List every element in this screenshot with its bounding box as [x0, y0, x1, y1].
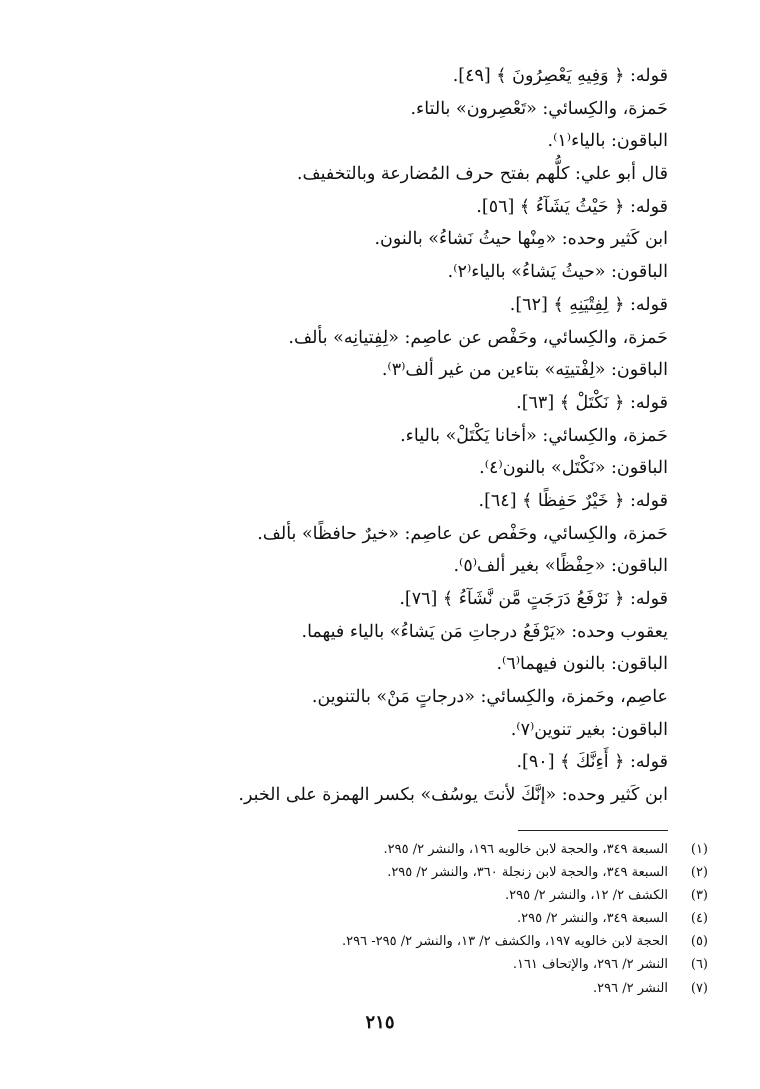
- footnote: [288, 861, 708, 884]
- footnote: [288, 838, 708, 861]
- footnote-text: السبعة ٣٤٩، والحجة لابن زنجلة ٣٦٠، والنشر ٢/ ٢٩٥.: [387, 865, 668, 881]
- text-line: الباقون: «نَكْتَل» بالنون⁽٤⁾.: [479, 458, 668, 479]
- footnote-number: (٣): [690, 888, 708, 904]
- footnote-text: النشر ٢/ ٢٩٦، والإتحاف ١٦١.: [512, 957, 668, 973]
- footnote-number: (١): [690, 842, 708, 857]
- text-line: قوله: ﴿ خَيْرٌ حَفِظًا ﴾ [٦٤].: [478, 490, 668, 511]
- footnote: [288, 930, 708, 953]
- footnote-number: (٦): [690, 957, 708, 973]
- text-line: ابن كَثير وحده: «إنَّكَ لأنتَ يوسُف» بكسر الهمزة على الخبر.: [238, 785, 668, 806]
- footnote: [288, 884, 708, 907]
- text-line: قوله: ﴿ لِفِتْيَنِهِ ﴾ [٦٢].: [509, 294, 668, 315]
- footnote: [288, 907, 708, 930]
- text-line: حَمزة، والكِسائي: «تَعْصِرون» بالتاء.: [410, 98, 668, 119]
- text-line: ابن كَثير وحده: «مِنْها حيثُ نَشاءُ» بالنون.: [374, 229, 668, 250]
- footnote-text: السبعة ٣٤٩، والنشر ٢/ ٢٩٥.: [516, 911, 668, 927]
- main-text: [238, 60, 668, 812]
- text-line: الباقون: «حِفْظًا» بغير ألف⁽٥⁾.: [453, 556, 668, 577]
- text-line: حَمزة، والكِسائي: «أخانا يَكْتَلْ» بالياء.: [400, 425, 668, 446]
- text-line: الباقون: «لِفْتيتِه» بتاءين من غير ألف⁽٣⁾.: [381, 360, 668, 381]
- text-line: حَمزة، والكِسائي، وحَفْص عن عاصِم: «خيرٌ حافظًا» بألف.: [257, 523, 668, 544]
- text-line: قال أبو علي: كلُّهم بفتح حرف المُضارعة وبالتخفيف.: [296, 164, 668, 185]
- text-line: الباقون: «حيثُ يَشاءُ» بالياء⁽٢⁾.: [447, 262, 668, 283]
- text-line: قوله: ﴿ نَكْتَلْ ﴾ [٦٣].: [516, 392, 668, 413]
- footnotes: [288, 838, 708, 1000]
- text-line: قوله: ﴿ حَيْثُ يَشَآءُ ﴾ [٥٦].: [476, 196, 668, 217]
- text-line: يعقوب وحده: «يَرْفَعُ درجاتِ مَن يَشاءُ» بالياء فيهما.: [301, 621, 668, 642]
- footnote-number: (٢): [690, 865, 708, 881]
- text-line: قوله: ﴿ نَرْفَعُ دَرَجَتٍ مَّن نَّشَآءُ ﴾ [٧٦].: [399, 589, 668, 609]
- text-line: حَمزة، والكِسائي، وحَفْص عن عاصِم: «لِفِتيانِه» بألف.: [288, 327, 668, 348]
- footnote-text: الحجة لابن خالويه ١٩٧، والكشف ٢/ ١٣، والنشر ٢/ ٢٩٥- ٢٩٦.: [342, 934, 668, 950]
- footnote-separator: [518, 830, 668, 831]
- footnote-number: (٥): [690, 934, 708, 950]
- footnote-text: السبعة ٣٤٩، والحجة لابن خالويه ١٩٦، والنشر ٢/ ٢٩٥.: [383, 842, 668, 857]
- footnote-text: الكشف ٢/ ١٢، والنشر ٢/ ٢٩٥.: [504, 888, 668, 904]
- footnote-text: النشر ٢/ ٢٩٦.: [593, 980, 668, 996]
- footnote: [288, 953, 708, 976]
- footnote: [288, 977, 708, 1000]
- text-line: الباقون: بالياء⁽١⁾.: [547, 131, 668, 152]
- text-line: قوله: ﴿ أَءِنَّكَ ﴾ [٩٠].: [516, 752, 668, 773]
- text-line: الباقون: بغير تنوين⁽٧⁾.: [510, 719, 668, 740]
- text-line: قوله: ﴿ وَفِيهِ يَعْصِرُونَ ﴾ [٤٩].: [452, 66, 668, 86]
- footnote-number: (٧): [690, 980, 708, 996]
- footnote-number: (٤): [690, 911, 708, 927]
- text-line: عاصِم، وحَمزة، والكِسائي: «درجاتٍ مَنْ» بالتنوين.: [311, 687, 668, 708]
- text-line: الباقون: بالنون فيهما⁽٦⁾.: [496, 654, 668, 675]
- page-number: ٢١٥: [365, 1012, 395, 1033]
